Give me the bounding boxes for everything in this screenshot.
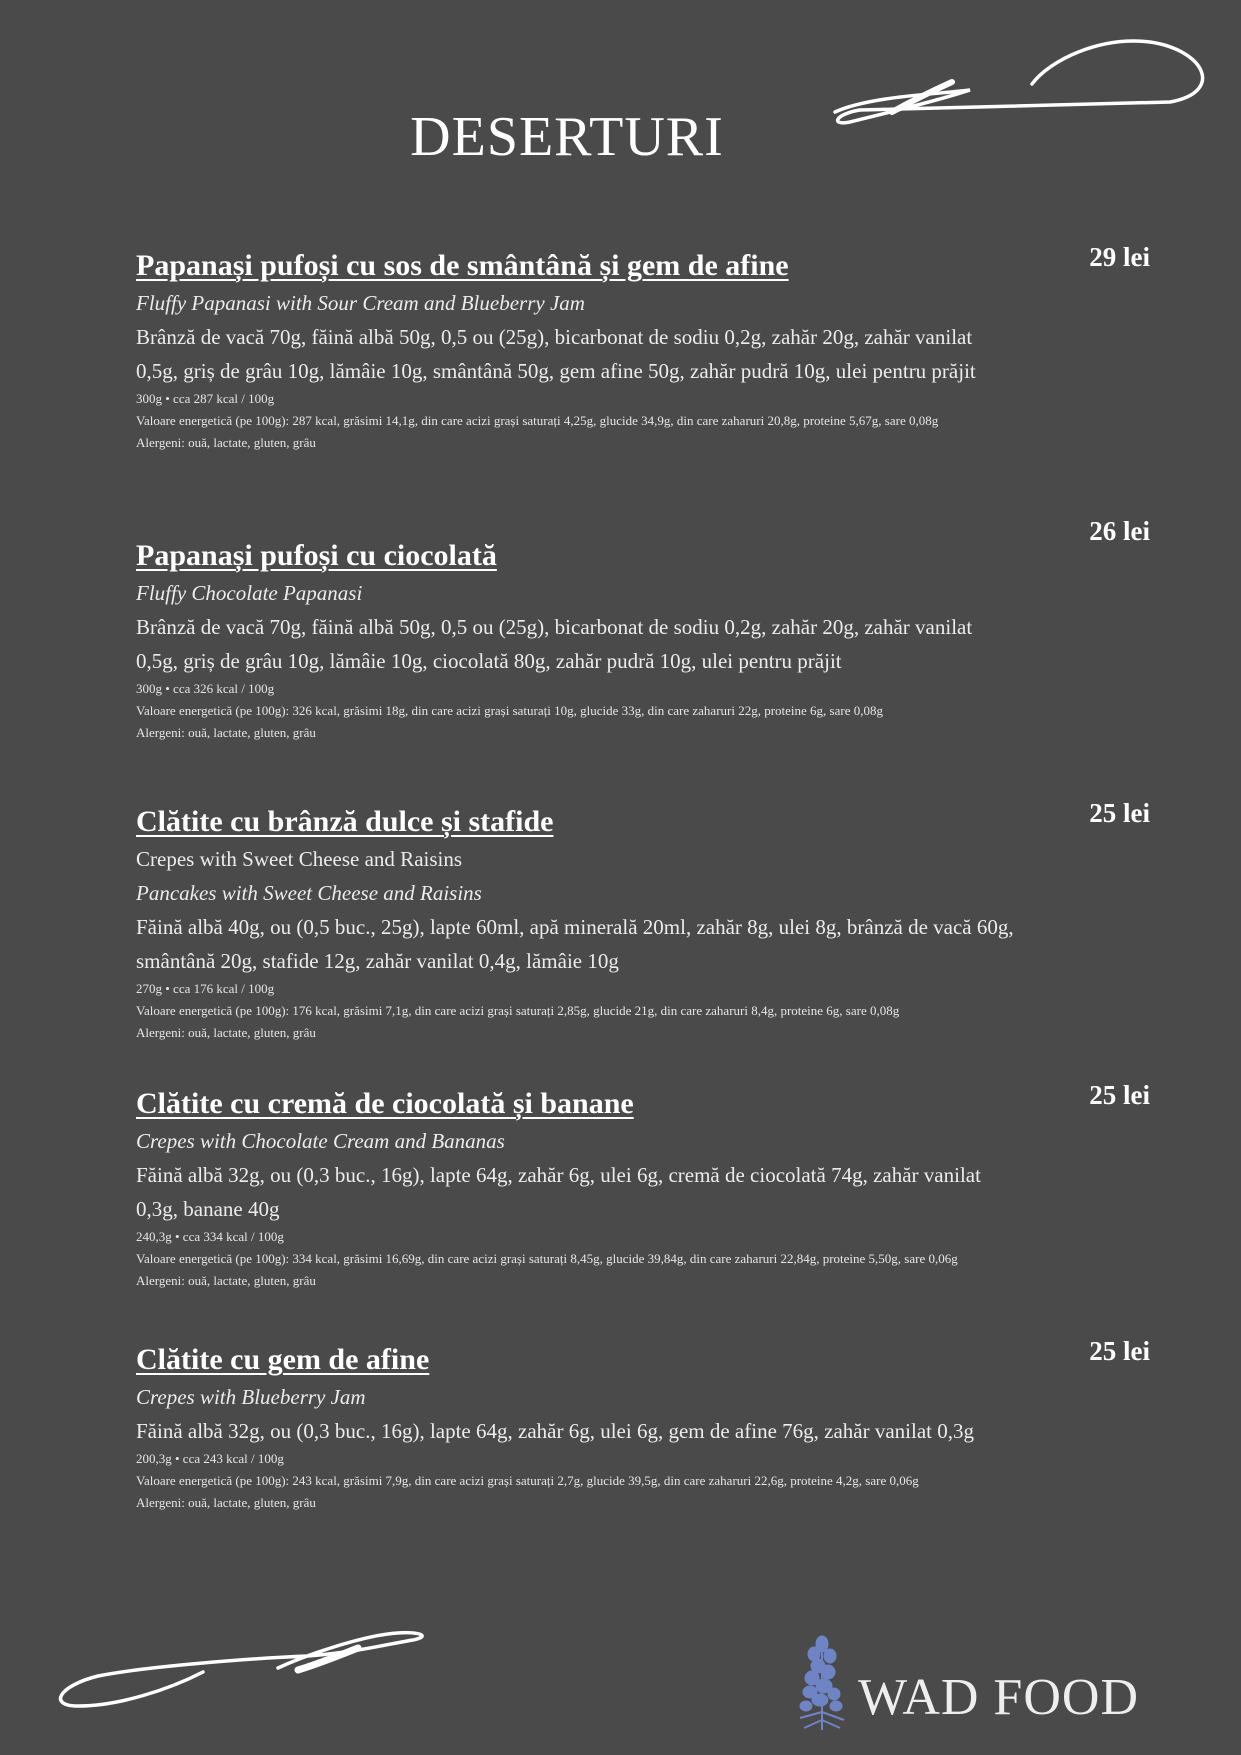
item-portion: 200,3g • cca 243 kcal / 100g <box>136 1451 284 1466</box>
item-portion: 300g • cca 287 kcal / 100g <box>136 391 275 406</box>
brand-logo <box>792 1632 1172 1732</box>
item-english-name: Fluffy Papanasi with Sour Cream and Blueberry Jam <box>136 291 585 315</box>
menu-item <box>136 798 1150 1044</box>
item-price: 25 lei <box>1089 798 1150 828</box>
item-portion: 270g • cca 176 kcal / 100g <box>136 981 275 996</box>
item-ingredients: Brânză de vacă 70g, făină albă 50g, 0,5 ou (25g), bicarbonat de sodiu 0,2g, zahăr 20g, zahăr vanilat 0,5g, griș de grâu 10g, lămâie 10g, ciocolată 80g, zahăr pudră 10g, ulei pentru prăjit <box>136 615 973 673</box>
item-name: Clătite cu brânză dulce și stafide <box>136 805 554 838</box>
item-price: 25 lei <box>1089 1080 1150 1110</box>
item-english-name: Fluffy Chocolate Papanasi <box>136 581 363 605</box>
item-nutrition: Valoare energetică (pe 100g): 176 kcal, grăsimi 7,1g, din care acizi grași saturați 2,85g, glucide 21g, din care zaharuri 8,4g, proteine 6g, sare 0,08g <box>136 1003 900 1018</box>
item-ingredients: Făină albă 32g, ou (0,3 buc., 16g), lapte 64g, zahăr 6g, ulei 6g, gem de afine 76g, zahăr vanilat 0,3g <box>136 1419 974 1443</box>
item-price: 29 lei <box>1089 242 1150 272</box>
item-english-name: Crepes with Blueberry Jam <box>136 1385 366 1409</box>
item-name: Clătite cu cremă de ciocolată și banane <box>136 1087 634 1120</box>
item-nutrition: Valoare energetică (pe 100g): 334 kcal, grăsimi 16,69g, din care acizi grași saturați 8,45g, glucide 39,84g, din care zaharuri 22,84g, proteine 5,50g, sare 0,06g <box>136 1251 958 1266</box>
item-english-name: Crepes with Sweet Cheese and Raisins <box>136 847 463 871</box>
item-ingredients: Brânză de vacă 70g, făină albă 50g, 0,5 ou (25g), bicarbonat de sodiu 0,2g, zahăr 20g, zahăr vanilat 0,5g, griș de grâu 10g, lămâie 10g, smântână 50g, gem afine 50g, zahăr pudră 10g, ulei pentru prăjit <box>136 325 976 383</box>
item-english-name: Crepes with Chocolate Cream and Bananas <box>136 1129 505 1153</box>
item-portion: 240,3g • cca 334 kcal / 100g <box>136 1229 284 1244</box>
menu-item <box>136 516 1150 744</box>
item-portion: 300g • cca 326 kcal / 100g <box>136 681 275 696</box>
item-nutrition: Valoare energetică (pe 100g): 243 kcal, grăsimi 7,9g, din care acizi grași saturați 2,7g, glucide 39,5g, din care zaharuri 22,6g, proteine 4,2g, sare 0,06g <box>136 1473 919 1488</box>
item-allergens: Alergeni: ouă, lactate, gluten, grâu <box>136 1273 316 1288</box>
item-nutrition: Valoare energetică (pe 100g): 326 kcal, grăsimi 18g, din care acizi grași saturați 10g, glucide 33g, din care zaharuri 22g, proteine 6g, sare 0,08g <box>136 703 883 718</box>
item-english-name-alt: Pancakes with Sweet Cheese and Raisins <box>136 881 482 905</box>
item-price: 25 lei <box>1089 1336 1150 1366</box>
item-name: Papanași pufoși cu sos de smântână și gem de afine <box>136 249 789 282</box>
menu-item <box>136 1080 1150 1292</box>
item-name: Papanași pufoși cu ciocolată <box>136 539 497 572</box>
decorative-swirl-bottom <box>58 1630 428 1710</box>
brand-name: WAD FOOD <box>858 1669 1139 1726</box>
item-allergens: Alergeni: ouă, lactate, gluten, grâu <box>136 725 316 740</box>
page-title: DESERTURI <box>410 106 724 168</box>
item-allergens: Alergeni: ouă, lactate, gluten, grâu <box>136 1025 316 1040</box>
lavender-plant-icon <box>792 1632 852 1732</box>
menu-item <box>136 242 1150 454</box>
item-allergens: Alergeni: ouă, lactate, gluten, grâu <box>136 1495 316 1510</box>
item-allergens: Alergeni: ouă, lactate, gluten, grâu <box>136 435 316 450</box>
item-ingredients: Făină albă 40g, ou (0,5 buc., 25g), lapte 60ml, apă minerală 20ml, zahăr 8g, ulei 8g, brânză de vacă 60g, smântână 20g, stafide 12g, zahăr vanilat 0,4g, lămâie 10g <box>136 915 1014 973</box>
item-name: Clătite cu gem de afine <box>136 1343 430 1376</box>
menu-item <box>136 1336 1150 1514</box>
item-nutrition: Valoare energetică (pe 100g): 287 kcal, grăsimi 14,1g, din care acizi grași saturați 4,25g, glucide 34,9g, din care zaharuri 20,8g, proteine 5,67g, sare 0,08g <box>136 413 939 428</box>
item-price: 26 lei <box>1089 516 1150 546</box>
item-ingredients: Făină albă 32g, ou (0,3 buc., 16g), lapte 64g, zahăr 6g, ulei 6g, cremă de ciocolată 74g, zahăr vanilat 0,3g, banane 40g <box>136 1163 981 1221</box>
